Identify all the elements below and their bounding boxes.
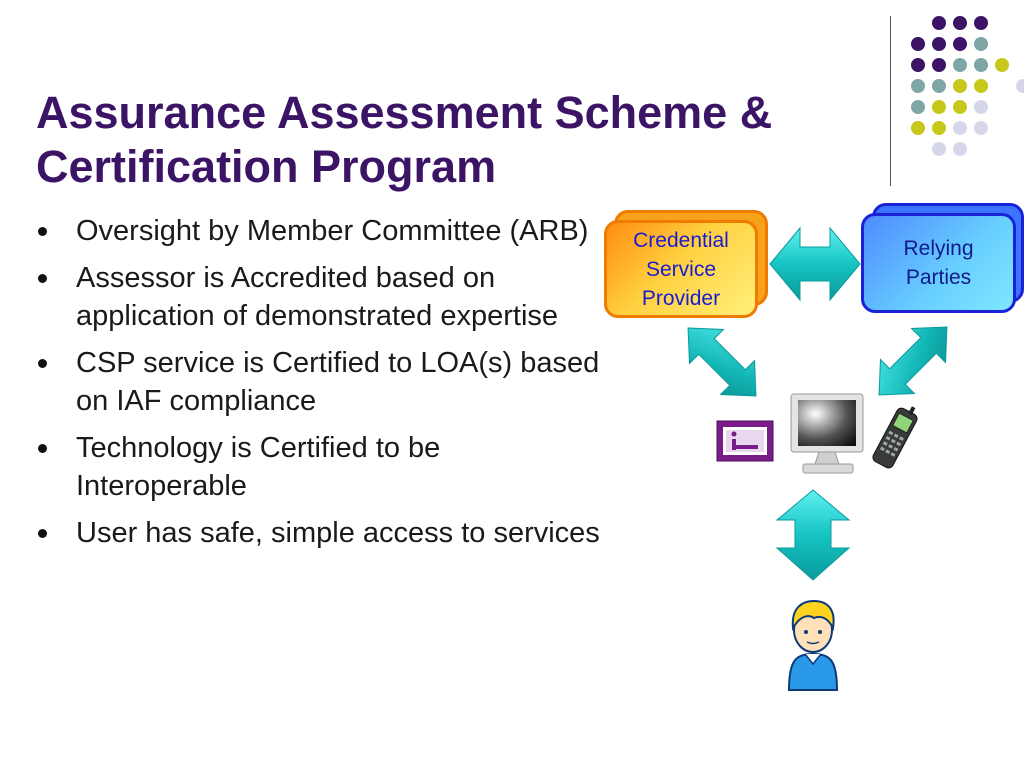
csp-label: Credential Service Provider — [633, 228, 729, 310]
monitor-icon — [789, 392, 869, 478]
bullet-text: User has safe, simple access to services — [76, 517, 600, 549]
double-arrow-horizontal-icon — [770, 228, 860, 300]
user-avatar-icon — [784, 598, 842, 692]
bullet-text: CSP service is Certified to LOA(s) based on IAF compliance — [76, 347, 600, 417]
mobile-phone-icon — [868, 402, 922, 474]
bullet-text: Oversight by Member Committee (ARB) — [76, 215, 589, 247]
relying-parties-label: Relying Parties — [903, 237, 974, 289]
info-kiosk-icon — [716, 420, 774, 462]
bullet-text: Assessor is Accredited based on application of demonstrated expertise — [76, 262, 559, 332]
double-arrow-diagonal-left-icon — [671, 311, 773, 413]
double-arrow-diagonal-right-icon — [862, 310, 964, 412]
double-arrow-vertical-icon — [777, 490, 849, 580]
bullet-text: Technology is Certified to be Interoperable — [76, 432, 441, 502]
title-line-1: Assurance Assessment Scheme & — [36, 87, 773, 138]
title-line-2: Certification Program — [36, 141, 497, 192]
